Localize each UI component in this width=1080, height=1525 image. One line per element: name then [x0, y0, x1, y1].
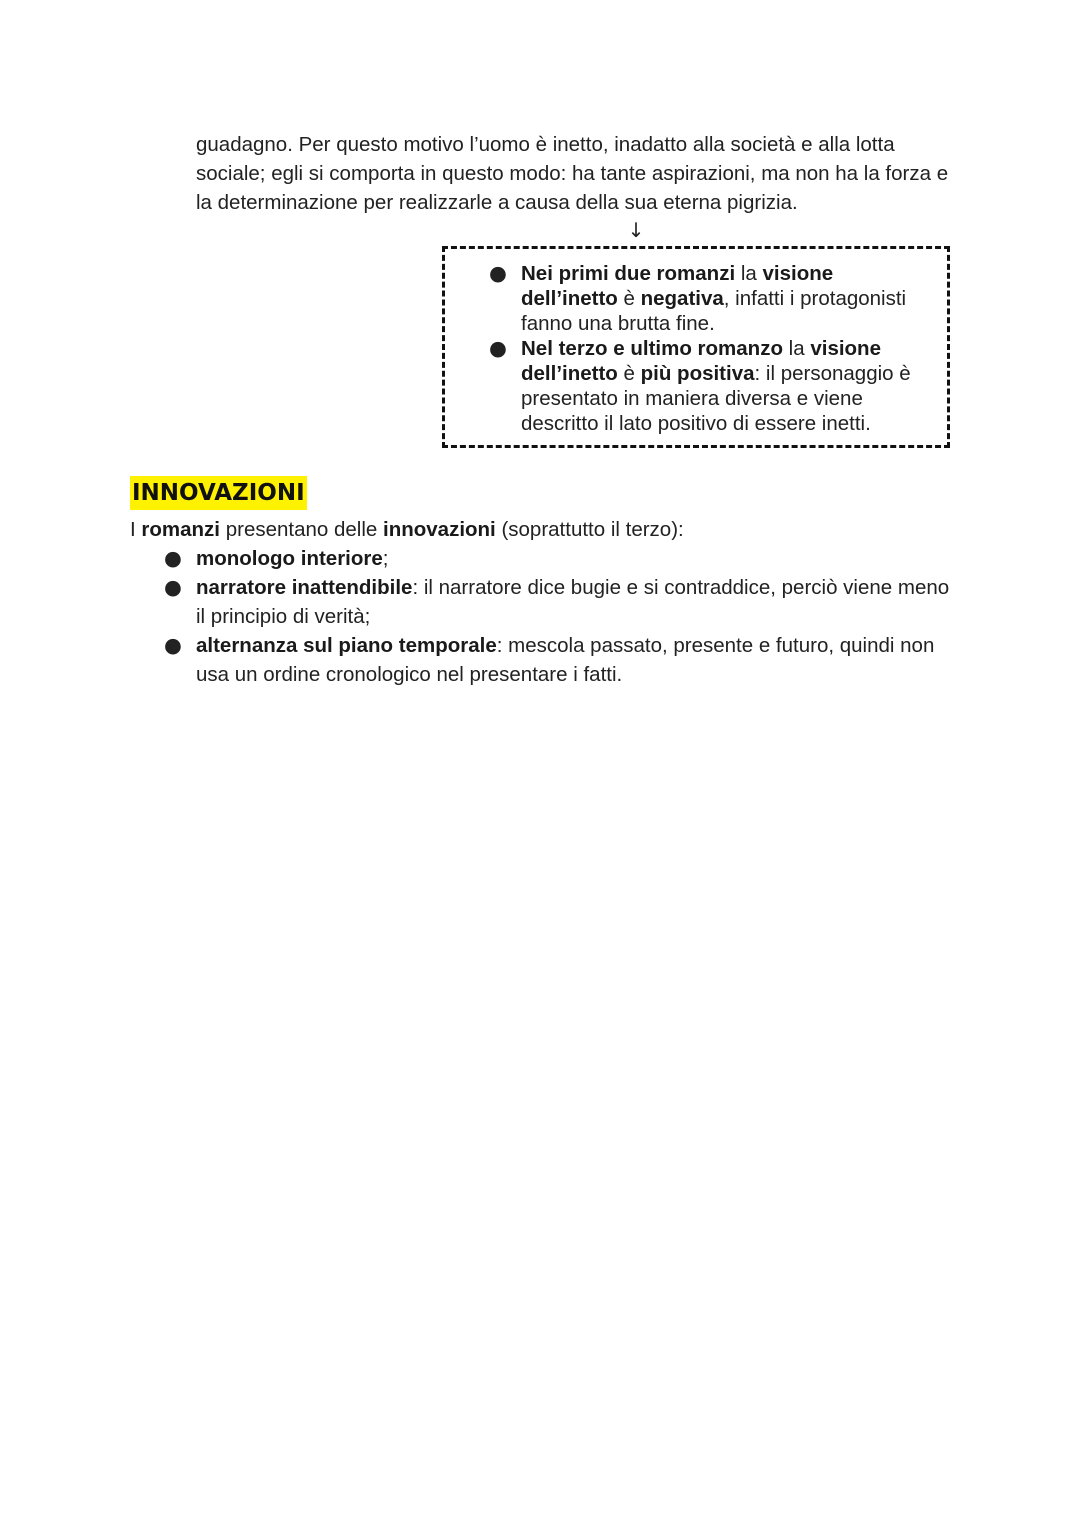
- bullet-icon: ●: [489, 261, 507, 285]
- note-bold: Nei primi due romanzi: [521, 262, 736, 285]
- lead-text: I: [130, 518, 142, 541]
- lead-text: (soprattutto il terzo):: [495, 518, 684, 541]
- note-bold: più positiva: [640, 362, 755, 385]
- note-item-negative: [485, 261, 935, 336]
- note-bold: negativa: [640, 287, 724, 310]
- list-item: [162, 631, 952, 689]
- lead-bold: innovazioni: [383, 518, 496, 541]
- lead-bold: romanzi: [141, 518, 221, 541]
- note-text: la: [782, 337, 811, 360]
- note-item-positive: [485, 336, 935, 436]
- item-bold: alternanza sul piano temporale: [196, 634, 497, 657]
- bullet-icon: ●: [489, 336, 507, 360]
- note-text: , infatti i protagonisti fanno una brutta fine.: [521, 287, 907, 335]
- item-bold: monologo interiore: [196, 547, 383, 570]
- bullet-icon: ●: [164, 546, 182, 570]
- lead-text: presentano delle: [220, 518, 383, 541]
- note-text: è: [617, 287, 641, 310]
- list-item: [162, 573, 952, 631]
- list-item: [162, 544, 952, 573]
- bullet-icon: ●: [164, 633, 182, 657]
- item-text: ;: [382, 547, 389, 570]
- item-text: : mescola passato, presente e futuro, quindi non usa un ordine cronologico nel presentare i fatti.: [196, 634, 935, 686]
- intro-paragraph: guadagno. Per questo motivo l’uomo è inetto, inadatto alla società e alla lotta sociale; egli si comporta in questo modo: ha tante aspirazioni, ma non ha la forza e la determinazione per realizzarle a causa della sua eterna pigrizia.: [196, 133, 949, 214]
- note-text: la: [735, 262, 763, 285]
- note-text: : il personaggio è presentato in maniera diversa e viene descritto il lato positivo di essere inetti.: [521, 362, 911, 435]
- down-arrow-icon: ↓: [627, 218, 645, 242]
- item-bold: narratore inattendibile: [196, 576, 413, 599]
- innovazioni-lead: [130, 515, 970, 544]
- innovazioni-list: [162, 544, 952, 689]
- note-bold: Nel terzo e ultimo romanzo: [521, 337, 783, 360]
- section-heading-innovazioni: INNOVAZIONI: [130, 476, 307, 510]
- note-text: è: [617, 362, 641, 385]
- dashed-note-box: [442, 246, 950, 448]
- note-list: [485, 261, 935, 436]
- bullet-icon: ●: [164, 575, 182, 599]
- item-text: : il narratore dice bugie e si contraddice, perciò viene meno il principio di verità;: [196, 576, 950, 628]
- note-bold: visione dell’inetto: [521, 337, 881, 385]
- note-bold: visione dell’inetto: [521, 262, 834, 310]
